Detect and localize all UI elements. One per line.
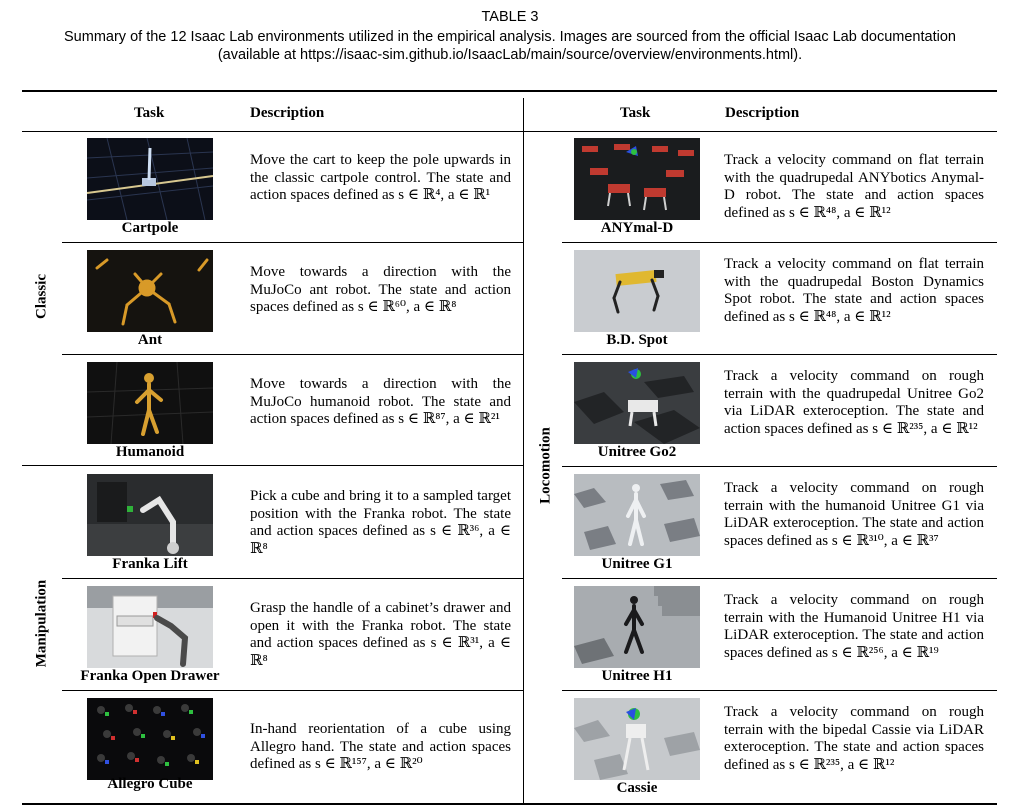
humanoid-image <box>87 362 213 444</box>
unitree-go2-image <box>574 362 700 444</box>
description-ant <box>250 264 511 317</box>
group-rule <box>22 465 523 466</box>
unitree-g1-image <box>574 474 700 556</box>
space-definition: s ∈ ℝ⁴⁸, a ∈ ℝ¹² <box>788 204 891 221</box>
description-franka-open-drawer <box>250 600 511 670</box>
description-cartpole <box>250 152 511 205</box>
description-unitree-go2 <box>724 368 984 438</box>
ant-image <box>87 250 213 332</box>
task-name-franka-open-drawer: Franka Open Drawer <box>80 668 220 684</box>
space-definition: s ∈ ℝ³¹⁰, a ∈ ℝ³⁷ <box>831 532 939 549</box>
table-number: TABLE 3 <box>481 9 539 25</box>
header-rule <box>22 131 997 132</box>
space-definition: s ∈ ℝ⁴, a ∈ ℝ¹ <box>398 187 491 203</box>
row-rule <box>562 690 997 691</box>
top-rule <box>22 90 997 92</box>
space-definition: s ∈ ℝ³¹, a ∈ ℝ⁸ <box>250 635 511 669</box>
task-name-anymal-d: ANYmal-D <box>600 220 674 236</box>
description-text: In-hand reorientation of a cube using Allegro hand. The state and action spaces defined as <box>250 721 511 772</box>
description-text: Track a velocity command on rough terrain with the quadrupedal Unitree Go2 via LiDAR exteroception. The state and action spaces defined as <box>724 368 984 437</box>
row-rule <box>562 354 997 355</box>
description-allegro-cube <box>250 721 511 774</box>
header-description-left: Description <box>250 105 325 121</box>
group-label-manipulation: Manipulation <box>33 579 50 668</box>
description-text: Track a velocity command on rough terrain with the humanoid Unitree G1 via LiDAR exteroception. The state and action spaces defined as <box>724 480 984 549</box>
description-text: Track a velocity command on rough terrain with the bipedal Cassie via LiDAR exteroception. The state and action spaces defined as <box>724 704 984 773</box>
task-name-unitree-g1: Unitree G1 <box>601 556 673 572</box>
description-bd-spot <box>724 256 984 326</box>
group-label-classic: Classic <box>33 274 50 319</box>
column-divider <box>523 98 524 803</box>
task-name-cassie: Cassie <box>616 780 658 796</box>
space-definition: s ∈ ℝ¹⁵⁷, a ∈ ℝ²⁰ <box>314 756 423 772</box>
header-task-right: Task <box>620 105 651 121</box>
description-cassie <box>724 704 984 774</box>
task-name-unitree-go2: Unitree Go2 <box>597 444 677 460</box>
header-description-right: Description <box>725 105 800 121</box>
allegro-cube-image <box>87 698 213 780</box>
row-rule <box>562 242 997 243</box>
task-name-humanoid: Humanoid <box>115 444 185 460</box>
space-definition: s ∈ ℝ⁶⁰, a ∈ ℝ⁸ <box>357 299 457 315</box>
description-text: Track a velocity command on rough terrain with the Humanoid Unitree H1 via LiDAR exteroception. The state and action spaces defined as <box>724 592 984 661</box>
caption-line-1: Summary of the 12 Isaac Lab environments utilized in the empirical analysis. Images are sourced from the official Isaac Lab documentation <box>64 29 956 45</box>
row-rule <box>62 690 524 691</box>
row-rule <box>562 578 997 579</box>
description-unitree-g1 <box>724 480 984 550</box>
task-name-bd-spot: B.D. Spot <box>606 332 668 348</box>
description-text: Track a velocity command on flat terrain with the quadrupedal ANYbotics Anymal-D robot. The state and action spaces defined as <box>724 152 984 221</box>
description-franka-lift <box>250 488 511 558</box>
task-name-franka-lift: Franka Lift <box>112 556 188 572</box>
space-definition: s ∈ ℝ⁴⁸, a ∈ ℝ¹² <box>788 308 891 325</box>
cassie-image <box>574 698 700 780</box>
description-unitree-h1 <box>724 592 984 662</box>
task-name-unitree-h1: Unitree H1 <box>601 668 673 684</box>
space-definition: s ∈ ℝ²³⁵, a ∈ ℝ¹² <box>788 756 895 773</box>
row-rule <box>62 242 524 243</box>
space-definition: s ∈ ℝ³⁶, a ∈ ℝ⁸ <box>250 523 511 557</box>
description-text: Move towards a direction with the MuJoCo humanoid robot. The state and action spaces defined as <box>250 376 511 427</box>
space-definition: s ∈ ℝ²⁵⁶, a ∈ ℝ¹⁹ <box>831 644 939 661</box>
row-rule <box>62 354 524 355</box>
description-text: Move the cart to keep the pole upwards in the classic cartpole control. The state and action spaces defined as <box>250 152 511 203</box>
bd-spot-image <box>574 250 700 332</box>
description-text: Pick a cube and bring it to a sampled target position with the Franka robot. The state and action spaces defined as <box>250 488 511 539</box>
task-name-ant: Ant <box>137 332 163 348</box>
caption-line-2: (available at https://isaac-sim.github.io/IsaacLab/main/source/overview/environments.html). <box>217 47 803 63</box>
unitree-h1-image <box>574 586 700 668</box>
cartpole-image <box>87 138 213 220</box>
task-name-allegro-cube: Allegro Cube <box>107 776 193 792</box>
bottom-rule <box>22 803 997 805</box>
group-label-locomotion: Locomotion <box>537 427 554 504</box>
franka-open-drawer-image <box>87 586 213 668</box>
space-definition: s ∈ ℝ²³⁵, a ∈ ℝ¹² <box>872 420 978 437</box>
franka-lift-image <box>87 474 213 556</box>
task-name-cartpole: Cartpole <box>121 220 179 236</box>
anymal-d-image <box>574 138 700 220</box>
description-humanoid <box>250 376 511 429</box>
row-rule <box>562 466 997 467</box>
row-rule <box>62 578 524 579</box>
space-definition: s ∈ ℝ⁸⁷, a ∈ ℝ²¹ <box>398 411 500 427</box>
description-text: Move towards a direction with the MuJoCo ant robot. The state and action spaces defined as <box>250 264 511 315</box>
description-anymal-d <box>724 152 984 222</box>
header-task-left: Task <box>134 105 165 121</box>
description-text: Grasp the handle of a cabinet’s drawer and open it with the Franka robot. The state and action spaces defined as <box>250 600 511 651</box>
description-text: Track a velocity command on flat terrain with the quadrupedal Boston Dynamics Spot robot. The state and action spaces defined as <box>724 256 984 325</box>
